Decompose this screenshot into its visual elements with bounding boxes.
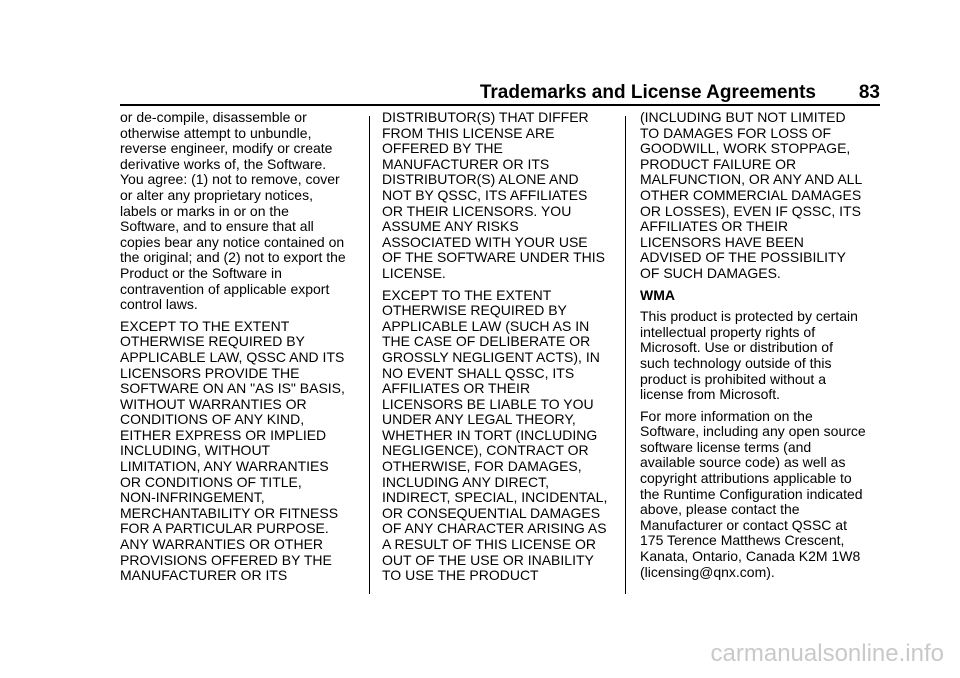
section-heading-wma: WMA: [640, 286, 675, 303]
text-column-3: [640, 110, 880, 586]
column-divider: [369, 116, 370, 594]
paragraph: (INCLUDING BUT NOT LIMITED TO DAMAGES FOR LOSS OF GOODWILL, WORK STOPPAGE, PRODUCT FAILURE OR MALFUNCTION, OR ANY AND ALL OTHER COMMERCIAL DAMAGES OR LOSSES), EVEN IF QSSC, ITS AFFILIATES OR THEIR LICENSORS HAVE BEEN ADVISED OF THE POSSIBILITY OF SUCH DAMAGES.: [640, 109, 863, 281]
paragraph: EXCEPT TO THE EXTENT OTHERWISE REQUIRED BY APPLICABLE LAW, QSSC AND ITS LICENSORS PROVIDE THE SOFTWARE ON AN "AS IS" BASIS, WITHOUT WARRANTIES OR CONDITIONS OF ANY KIND, EITHER EXPRESS OR IMPLIED INCLUDING, WITHOUT LIMITATION, ANY WARRANTIES OR CONDITIONS OF TITLE, NON-INFRINGEMENT, MERCHANTABILITY OR FITNESS FOR A PARTICULAR PURPOSE. ANY WARRANTIES OR OTHER PROVISIONS OFFERED BY THE MANUFACTURER OR ITS: [120, 317, 345, 584]
paragraph: DISTRIBUTOR(S) THAT DIFFER FROM THIS LICENSE ARE OFFERED BY THE MANUFACTURER OR ITS DISTRIBUTOR(S) ALONE AND NOT BY QSSC, ITS AFFILIATES OR THEIR LICENSORS. YOU ASSUME ANY RISKS ASSOCIATED WITH YOUR USE OF THE SOFTWARE UNDER THIS LICENSE.: [382, 109, 605, 281]
paragraph: EXCEPT TO THE EXTENT OTHERWISE REQUIRED BY APPLICABLE LAW (SUCH AS IN THE CASE OF DELIBERATE OR GROSSLY NEGLIGENT ACTS), IN NO EVENT SHALL QSSC, ITS AFFILIATES OR THEIR LICENSORS BE LIABLE TO YOU UNDER ANY LEGAL THEORY, WHETHER IN TORT (INCLUDING NEGLIGENCE), CONTRACT OR OTHERWISE, FOR DAMAGES, INCLUDING ANY DIRECT, INDIRECT, SPECIAL, INCIDENTAL, OR CONSEQUENTIAL DAMAGES OF ANY CHARACTER ARISING AS A RESULT OF THIS LICENSE OR OUT OF THE USE OR INABILITY TO USE THE PRODUCT: [382, 286, 608, 584]
column-divider: [625, 116, 626, 594]
text-column-1: [120, 110, 360, 590]
text-column-2: [382, 110, 622, 590]
page-number: 83: [858, 82, 880, 103]
page-title: Trademarks and License Agreements: [479, 82, 816, 103]
header-rule: [120, 104, 880, 106]
paragraph: or de-compile, disassemble or otherwise attempt to unbundle, reverse engineer, modify or create derivative works of, the Software. You agree: (1) not to remove, cover or alter any proprietary notices, labels or marks in or on the Software, and to ensure that all copies bear any notice contained on the original; and (2) not to export the Product or the Software in contravention of applicable export control laws.: [120, 109, 346, 313]
paragraph: This product is protected by certain intellectual property rights of Microsoft. Use or distribution of such technology outside of this product is prohibited without a license from Microsoft.: [640, 308, 858, 403]
watermark: carmanualsonline.info: [710, 640, 944, 667]
paragraph: For more information on the Software, including any open source software license terms (and available source code) as well as copyright attributions applicable to the Runtime Configuration indicated above, please contact the Manufacturer or contact QSSC at 175 Terence Matthews Crescent, Kanata, Ontario, Canada K2M 1W8 (licensing@qnx.com).: [640, 407, 866, 580]
